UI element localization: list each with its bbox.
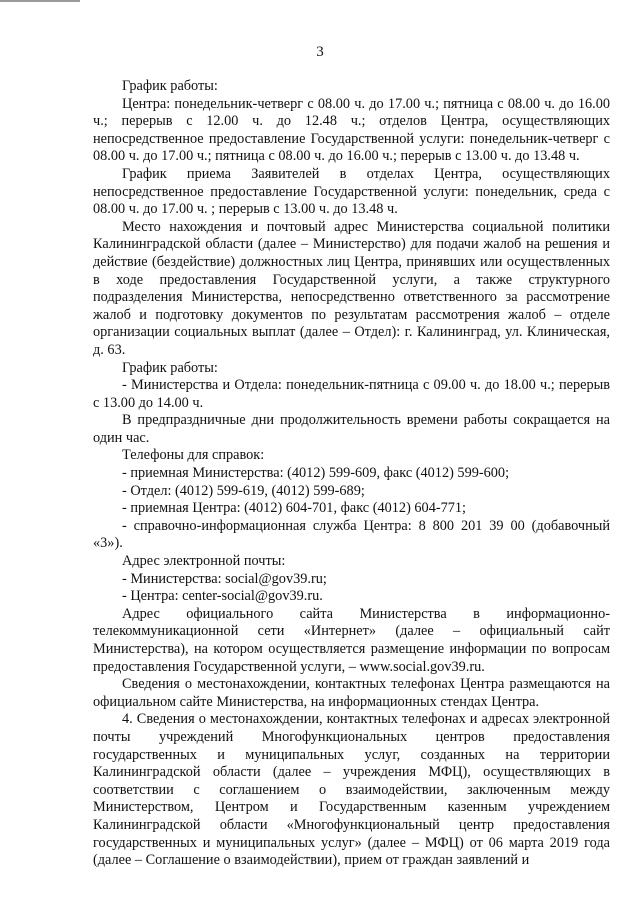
paragraph: - Отдел: (4012) 599-619, (4012) 599-689; xyxy=(122,482,365,499)
paragraph: 4. Сведения о местонахождении, контактных телефонах и адресах электронной почты учреждений Многофункциональных центров предоставления государственных и муниципальных услуг, созданных на территории Калининградской области (далее – учреждения МФЦ), осуществляющих в соответствии с соглашением о взаимодействии, заключенным между Министерством, Центром и Государственным казенным учреждением Калининградской области «Многофункциональный центр предоставления государственных и муниципальных услуг» (далее – МФЦ) от 06 марта 2019 года (далее – Соглашение о взаимодействии), прием от граждан заявлений и xyxy=(93,711,610,869)
page-number: 3 xyxy=(316,44,324,60)
scan-edge-line xyxy=(0,0,80,2)
paragraph: Телефоны для справок: xyxy=(122,447,265,464)
paragraph: - приемная Министерства: (4012) 599-609, факс (4012) 599-600; xyxy=(122,465,510,482)
paragraph: График приема Заявителей в отделах Центра, осуществляющих непосредственное предоставление Государственной услуги: понедельник, среда с 08.00 ч. до 17.00 ч. ; перерыв с 13.00 ч. до 13.48 ч. xyxy=(93,165,610,218)
paragraph: Место нахождения и почтовый адрес Министерства социальной политики Калининградской области (далее – Министерство) для подачи жалоб на решения и действие (бездействие) должностных лиц Центра, принявших или осуществленных в ходе предоставления Государственной услуги, а также структурного подразделения Министерства, непосредственно ответственного за рассмотрение жалоб и подготовку документов по результатам рассмотрения жалоб – отделе организации социальных выплат (далее – Отдел): г. Калининград, ул. Клиническая, д. 63. xyxy=(93,218,610,358)
paragraph: Адрес официального сайта Министерства в информационно-телекоммуникационной сети «Интернет» (далее – официальный сайт Министерства), на котором осуществляется размещение информации по вопросам предоставления Государственной услуги, – www.social.gov39.ru. xyxy=(93,605,610,675)
paragraph: Центра: понедельник-четверг с 08.00 ч. до 17.00 ч.; пятница с 08.00 ч. до 16.00 ч.; перерыв с 12.00 ч. до 12.48 ч.; отделов Центра, осуществляющих непосредственное предоставление Государственной услуги: понедельник-четверг с 08.00 ч. до 17.00 ч.; пятница с 08.00 ч. до 16.00 ч.; перерыв с 13.00 ч. до 13.48 ч. xyxy=(93,95,610,165)
paragraph: - Центра: center-social@gov39.ru. xyxy=(122,588,323,605)
paragraph: В предпраздничные дни продолжительность времени работы сокращается на один час. xyxy=(93,412,610,446)
paragraph: - Министерства: social@gov39.ru; xyxy=(122,570,327,587)
paragraph: - приемная Центра: (4012) 604-701, факс (4012) 604-771; xyxy=(122,500,467,517)
document-body xyxy=(93,78,610,870)
paragraph: Адрес электронной почты: xyxy=(122,553,286,570)
paragraph: График работы: xyxy=(122,78,218,94)
paragraph: Сведения о местонахождении, контактных телефонах Центра размещаются на официальном сайте Министерства, на информационных стендах Центра. xyxy=(93,676,610,710)
paragraph: График работы: xyxy=(122,359,218,376)
paragraph: - Министерства и Отдела: понедельник-пятница с 09.00 ч. до 18.00 ч.; перерыв с 13.00 до 14.00 ч. xyxy=(93,377,610,411)
paragraph: - справочно-информационная служба Центра: 8 800 201 39 00 (добавочный «3»). xyxy=(93,517,610,552)
